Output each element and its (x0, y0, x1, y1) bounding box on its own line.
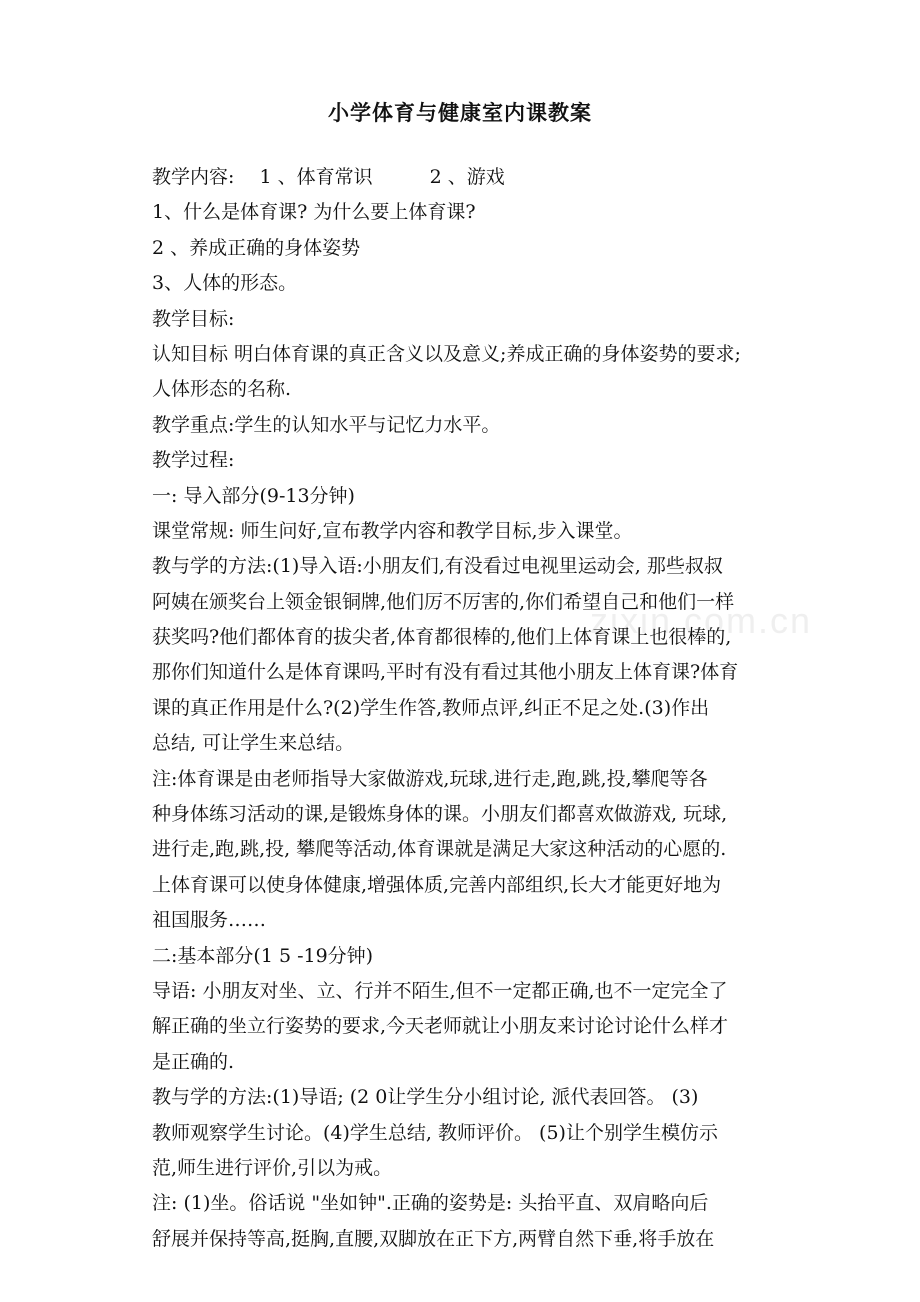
text-line: 认知目标 明白体育课的真正含义以及意义;养成正确的身体姿势的要求; (152, 342, 741, 365)
text-line: 2 、养成正确的身体姿势 (152, 236, 361, 259)
text-line: 课堂常规: 师生问好,宣布教学内容和教学目标,步入课堂。 (152, 519, 633, 542)
text-line: 教与学的方法:(1)导入语:小朋友们,有没看过电视里运动会, 那些叔叔 (152, 555, 723, 578)
text-line: 祖国服务…… (152, 909, 267, 932)
text-line: 教师观察学生讨论。(4)学生总结, 教师评价。 (5)让个别学生模仿示 (152, 1121, 718, 1144)
text-line: 教学过程: (152, 449, 235, 472)
text-line: 是正确的. (152, 1050, 235, 1073)
text-line: 种身体练习活动的课,是锻炼身体的课。小朋友们都喜欢做游戏, 玩球, (152, 803, 728, 826)
text-line: 人体形态的名称. (152, 378, 292, 401)
text-line: 二:基本部分(1 5 -19分钟) (152, 944, 374, 967)
text-line: 上体育课可以使身体健康,增强体质,完善内部组织,长大才能更好地为 (152, 873, 722, 896)
text-line: 解正确的坐立行姿势的要求,今天老师就让小朋友来讨论讨论什么样才 (152, 1015, 729, 1038)
text-line: 教学重点:学生的认知水平与记忆力水平。 (152, 413, 501, 436)
text-line: 教与学的方法:(1)导语; (2 0让学生分小组讨论, 派代表回答。 (3) (152, 1086, 699, 1109)
document-body (152, 160, 832, 1257)
text-line: 阿姨在颁奖台上领金银铜牌,他们厉不厉害的,你们希望自己和他们一样 (152, 590, 735, 613)
text-line: 范,师生进行评价,引以为戒。 (152, 1156, 393, 1179)
text-line: 注:体育课是由老师指导大家做游戏,玩球,进行走,跑,跳,投,攀爬等各 (152, 767, 708, 790)
text-line: 那你们知道什么是体育课吗,平时有没有看过其他小朋友上体育课?体育 (152, 661, 739, 684)
text-line: 教学内容: 1 、体育常识 2 、游戏 (152, 166, 505, 188)
text-line: 导语: 小朋友对坐、立、行并不陌生,但不一定都正确,也不一定完全了 (152, 979, 728, 1002)
text-line: 3、人体的形态。 (152, 272, 298, 295)
text-line: 1、什么是体育课? 为什么要上体育课? (152, 201, 476, 224)
text-line: 一: 导入部分(9-13分钟) (152, 484, 355, 507)
text-line: 教学目标: (152, 307, 235, 330)
text-line: 获奖吗?他们都体育的拔尖者,体育都很棒的,他们上体育课上也很棒的, (152, 626, 732, 649)
document-title: 小学体育与健康室内课教案 (328, 100, 592, 125)
text-line: 课的真正作用是什么?(2)学生作答,教师点评,纠正不足之处.(3)作出 (152, 696, 710, 719)
text-line: 总结, 可让学生来总结。 (152, 732, 355, 755)
text-line: 注: (1)坐。俗话说 "坐如钟".正确的姿势是: 头抬平直、双肩略向后 (152, 1192, 709, 1215)
text-line: 舒展并保持等高,挺胸,直腰,双脚放在正下方,两臂自然下垂,将手放在 (152, 1227, 715, 1250)
watermark: zixin.com.cn (590, 600, 813, 641)
text-line: 进行走,跑,跳,投, 攀爬等活动,体育课就是满足大家这种活动的心愿的. (152, 838, 727, 861)
